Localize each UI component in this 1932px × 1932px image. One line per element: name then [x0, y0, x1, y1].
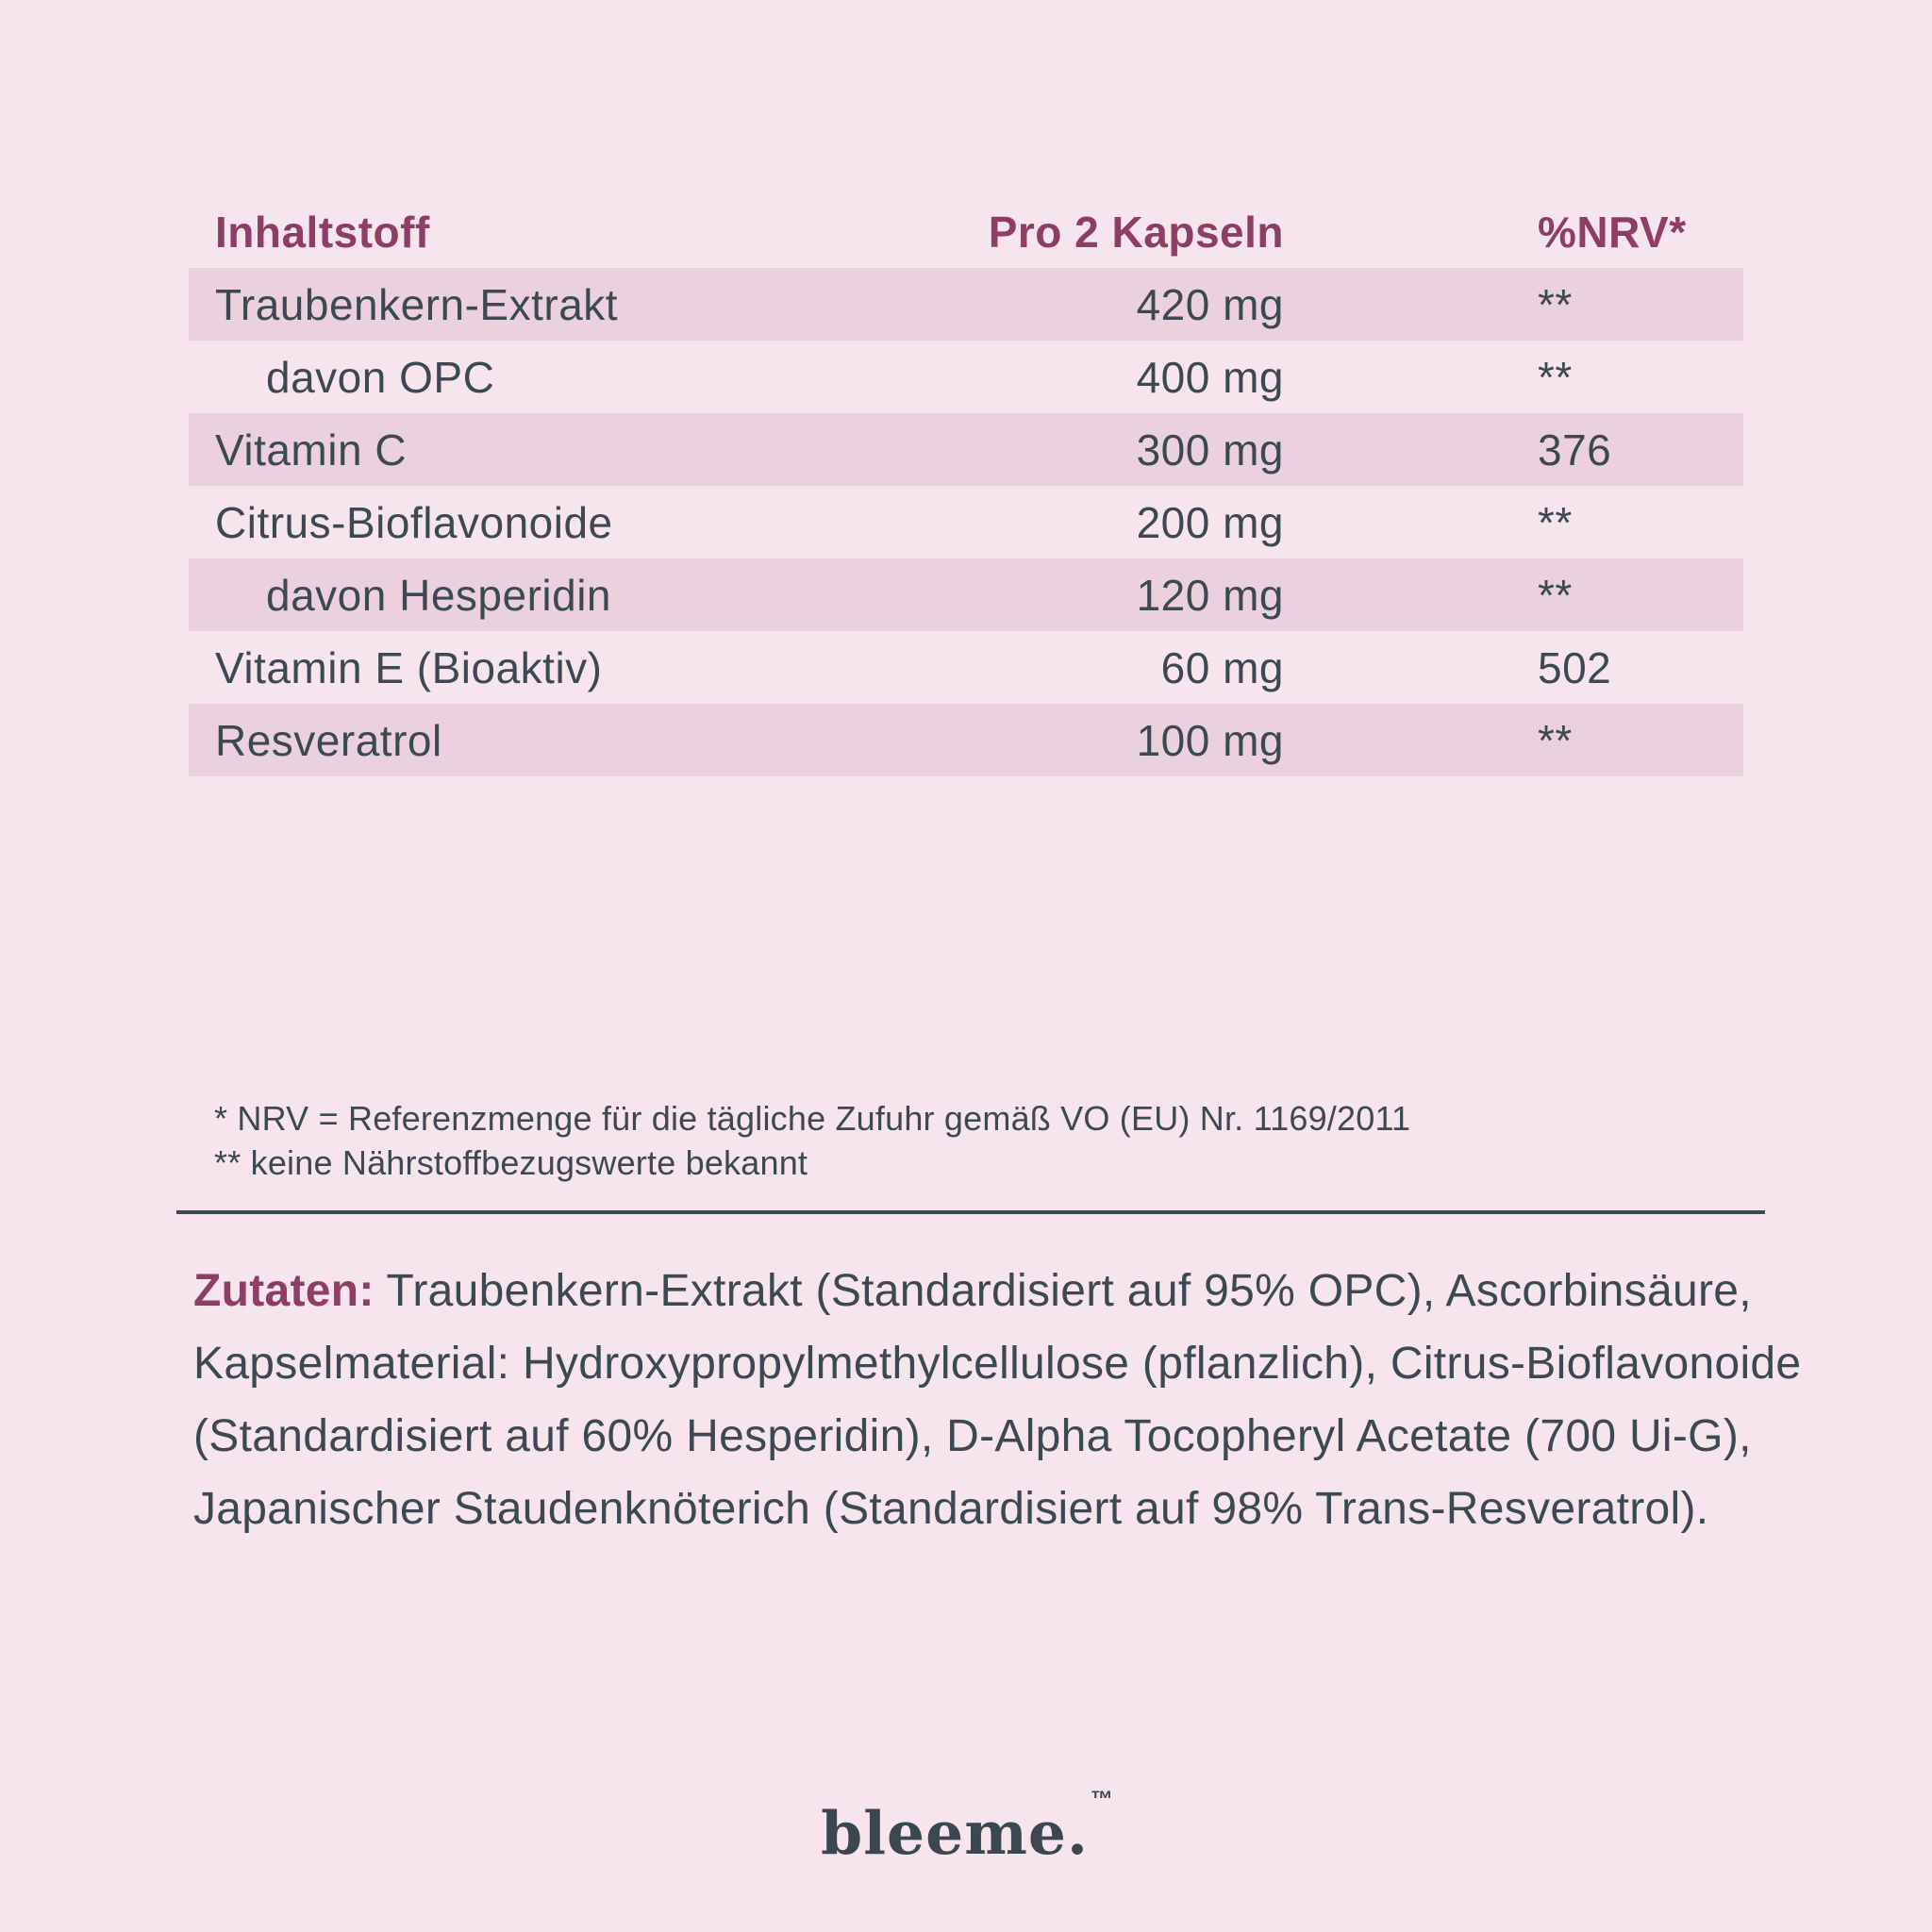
ingredient-nrv: ** [1538, 570, 1573, 620]
ingredient-amount: 120 mg [1136, 570, 1284, 620]
ingredient-nrv: 376 [1538, 425, 1612, 475]
table-row [189, 341, 1743, 413]
ingredient-nrv: ** [1538, 497, 1573, 547]
ingredients-label: Zutaten: [193, 1266, 375, 1316]
ingredient-amount: 300 mg [1136, 425, 1284, 475]
table-row [189, 558, 1743, 631]
ingredient-name: Citrus-Bioflavonoide [215, 497, 613, 547]
ingredient-amount: 200 mg [1136, 497, 1284, 547]
nutrition-table [189, 196, 1743, 776]
ingredients-paragraph [193, 1255, 1854, 1545]
ingredient-amount: 420 mg [1136, 279, 1284, 329]
ingredient-name: davon Hesperidin [266, 570, 612, 620]
ingredient-nrv: ** [1538, 715, 1573, 765]
table-row [189, 413, 1743, 486]
ingredient-name: Traubenkern-Extrakt [215, 279, 619, 329]
table-header-row [189, 196, 1743, 268]
divider-line [176, 1210, 1765, 1214]
table-row [189, 704, 1743, 776]
column-header-ingredient: Inhaltstoff [215, 208, 430, 257]
ingredient-name: Resveratrol [215, 715, 442, 765]
column-header-nrv: %NRV* [1538, 208, 1687, 257]
ingredient-amount: 400 mg [1136, 352, 1284, 402]
table-row [189, 631, 1743, 704]
table-row [189, 268, 1743, 341]
ingredient-name: davon OPC [266, 352, 495, 402]
table-body [189, 268, 1743, 776]
ingredient-name: Vitamin C [215, 425, 408, 475]
column-header-per-2-capsules: Pro 2 Kapseln [988, 208, 1284, 257]
trademark-symbol: ™ [1090, 1787, 1113, 1812]
ingredient-amount: 100 mg [1136, 715, 1284, 765]
table-row [189, 486, 1743, 558]
brand-logo-text: bleeme. [821, 1798, 1089, 1868]
ingredient-nrv: 502 [1538, 642, 1612, 692]
ingredient-amount: 60 mg [1160, 642, 1284, 692]
brand-logo [0, 1787, 1932, 1868]
footnotes [214, 1096, 1410, 1185]
ingredient-nrv: ** [1538, 279, 1573, 329]
ingredient-name: Vitamin E (Bioaktiv) [215, 642, 603, 692]
footnote-no-reference-values: ** keine Nährstoffbezugswerte bekannt [214, 1143, 808, 1182]
ingredient-nrv: ** [1538, 352, 1573, 402]
footnote-nrv-reference: * NRV = Referenzmenge für die tägliche Zufuhr gemäß VO (EU) Nr. 1169/2011 [214, 1099, 1411, 1138]
ingredients-text: Traubenkern-Extrakt (Standardisiert auf 95% OPC), Ascorbinsäure, Kapselmaterial: Hydroxypropylmethylcellulose (pflanzlich), Citrus-Bioflavonoide (Standardisiert auf 60% Hesperidin), D-Alpha Tocopheryl Acetate (700 Ui-G), Japanischer Staudenknöterich (Standardisiert auf 98% Trans-Resveratrol). [193, 1266, 1802, 1534]
